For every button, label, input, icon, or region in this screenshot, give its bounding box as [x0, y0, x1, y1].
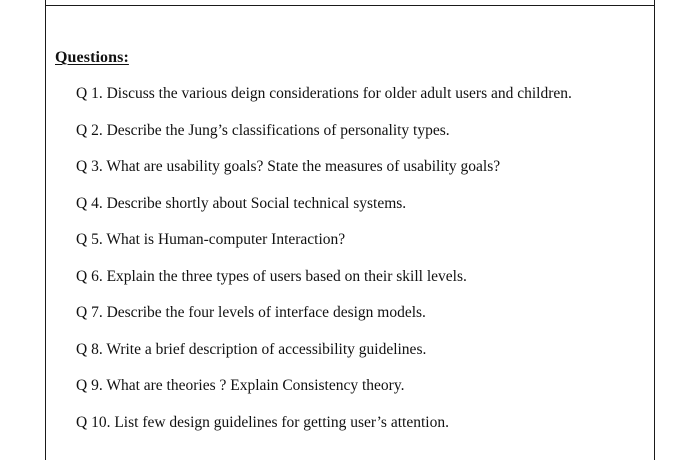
- question-item-1: [76, 85, 572, 122]
- question-number: Q 3.: [76, 158, 103, 175]
- question-number: Q 9.: [76, 377, 103, 394]
- question-item-8: [76, 341, 572, 377]
- question-number: Q 2.: [76, 122, 103, 139]
- question-text: Write a brief description of accessibility guidelines.: [106, 341, 427, 358]
- question-item-4: [76, 195, 572, 231]
- question-text: Explain the three types of users based on their skill levels.: [106, 268, 467, 285]
- question-text: Describe shortly about Social technical systems.: [106, 195, 407, 212]
- question-number: Q 1.: [76, 85, 103, 102]
- question-list: [76, 85, 572, 451]
- questions-heading: Questions:: [55, 49, 129, 66]
- question-item-3: [76, 158, 572, 195]
- question-text: What are theories ? Explain Consistency theory.: [106, 377, 405, 394]
- table-cell-frame: [45, 0, 655, 460]
- question-item-2: [76, 122, 572, 158]
- question-item-10: [76, 414, 572, 451]
- question-text: What are usability goals? State the measures of usability goals?: [106, 158, 501, 175]
- question-item-5: [76, 231, 572, 268]
- question-text: What is Human-computer Interaction?: [106, 231, 346, 248]
- question-text: List few design guidelines for getting user’s attention.: [114, 414, 449, 431]
- question-text: Describe the four levels of interface design models.: [106, 304, 426, 321]
- question-text: Describe the Jung’s classifications of personality types.: [106, 122, 450, 139]
- question-number: Q 5.: [76, 231, 103, 248]
- question-number: Q 4.: [76, 195, 103, 212]
- question-item-9: [76, 377, 572, 414]
- question-item-7: [76, 304, 572, 341]
- question-number: Q 7.: [76, 304, 103, 321]
- question-item-6: [76, 268, 572, 304]
- question-number: Q 10.: [76, 414, 111, 431]
- table-top-border: [46, 5, 654, 6]
- question-number: Q 6.: [76, 268, 103, 285]
- question-number: Q 8.: [76, 341, 103, 358]
- question-text: Discuss the various deign considerations for older adult users and children.: [106, 85, 572, 102]
